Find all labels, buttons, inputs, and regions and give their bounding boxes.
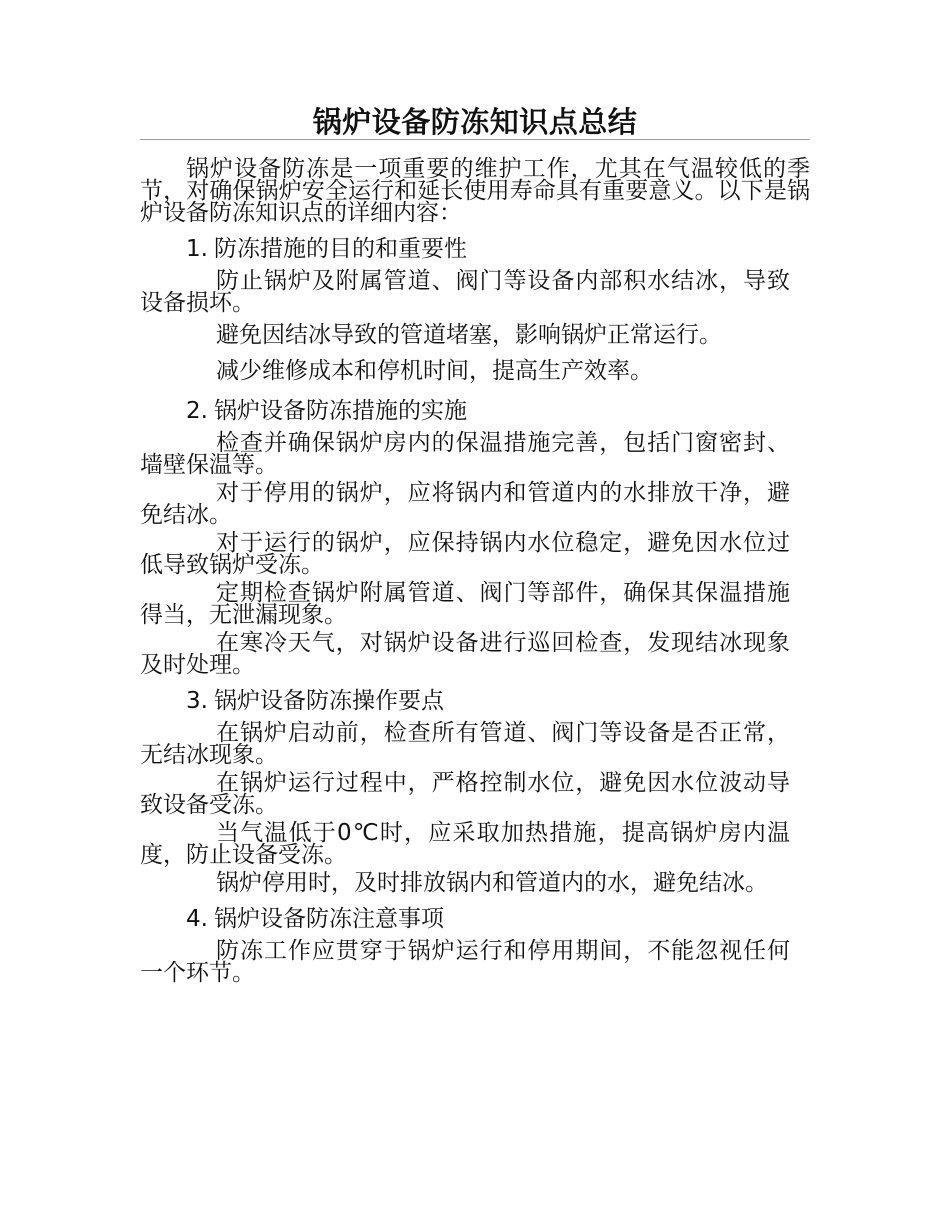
section-item: 对于运行的锅炉，应保持锅内水位稳定，避免因水位过低导致锅炉受冻。	[140, 530, 790, 578]
section-number: 1.	[186, 236, 208, 262]
section-heading	[140, 234, 810, 264]
section-item: 在寒冷天气，对锅炉设备进行巡回检查，发现结冰现象及时处理。	[140, 630, 790, 678]
section-item: 在锅炉启动前，检查所有管道、阀门等设备是否正常，无结冰现象。	[140, 720, 790, 768]
section-heading-text: 防冻措施的目的和重要性	[213, 236, 467, 262]
document-title: 锅炉设备防冻知识点总结	[312, 105, 638, 139]
section-item: 当气温低于0℃时，应采取加热措施，提高锅炉房内温度，防止设备受冻。	[140, 820, 790, 868]
section-item: 避免因结冰导致的管道堵塞，影响锅炉正常运行。	[216, 322, 722, 348]
section-heading	[140, 904, 810, 934]
section-item: 防止锅炉及附属管道、阀门等设备内部积水结冰，导致设备损坏。	[140, 268, 790, 316]
section-heading	[140, 686, 810, 716]
section-item: 对于停用的锅炉，应将锅内和管道内的水排放干净，避免结冰。	[140, 480, 790, 528]
document-body	[140, 158, 810, 984]
section-item: 检查并确保锅炉房内的保温措施完善，包括门窗密封、墙壁保温等。	[140, 430, 790, 478]
section-item: 减少维修成本和停机时间，提高生产效率。	[216, 358, 653, 384]
section-1	[140, 234, 810, 386]
section-heading-text: 锅炉设备防冻注意事项	[213, 906, 444, 932]
section-3	[140, 686, 810, 894]
intro-paragraph: 锅炉设备防冻是一项重要的维护工作，尤其在气温较低的季节，对确保锅炉安全运行和延长使用寿命具有重要意义。以下是锅炉设备防冻知识点的详细内容：	[140, 156, 810, 226]
section-item: 防冻工作应贯穿于锅炉运行和停用期间，不能忽视任何一个环节。	[140, 938, 790, 986]
section-number: 4.	[186, 906, 208, 932]
title-underline	[140, 139, 810, 140]
section-heading-text: 锅炉设备防冻操作要点	[213, 688, 444, 714]
section-item: 锅炉停用时，及时排放锅内和管道内的水，避免结冰。	[216, 870, 768, 896]
section-number: 3.	[186, 688, 208, 714]
section-item: 在锅炉运行过程中，严格控制水位，避免因水位波动导致设备受冻。	[140, 770, 790, 818]
section-2	[140, 396, 810, 676]
section-number: 2.	[186, 398, 208, 424]
section-heading-text: 锅炉设备防冻措施的实施	[213, 398, 467, 424]
section-4	[140, 904, 810, 984]
section-item: 定期检查锅炉附属管道、阀门等部件，确保其保温措施得当，无泄漏现象。	[140, 580, 790, 628]
section-heading	[140, 396, 810, 426]
